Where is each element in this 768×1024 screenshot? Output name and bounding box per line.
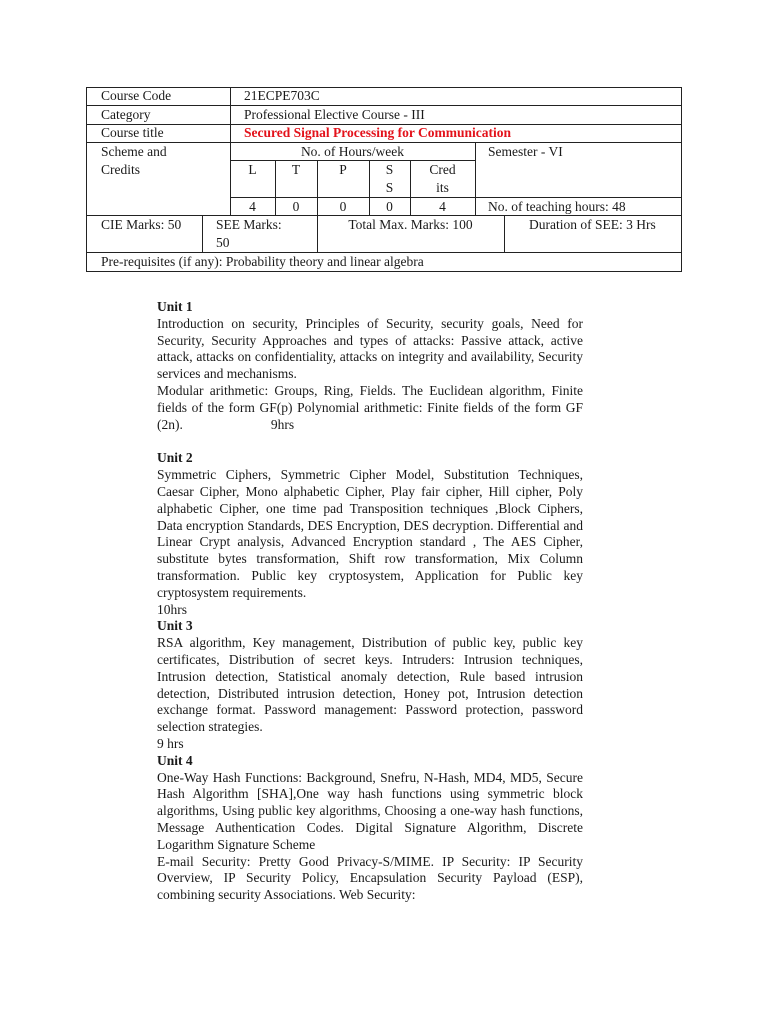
table-rule <box>86 87 87 272</box>
unit-1-title: Unit 1 <box>157 299 193 314</box>
table-rule <box>202 215 203 252</box>
semester: Semester - VI <box>488 144 563 159</box>
unit-3-hours: 9 hrs <box>157 735 184 751</box>
col-p: P <box>339 162 347 177</box>
unit-1-modular <box>157 383 583 433</box>
val-ss: 0 <box>386 199 393 214</box>
unit-1-hours: 9hrs <box>270 416 295 432</box>
table-rule <box>86 87 682 88</box>
unit-2-hours: 10hrs <box>157 601 187 617</box>
unit-2-title: Unit 2 <box>157 450 193 466</box>
unit-2-content: Symmetric Ciphers, Symmetric Cipher Model, Substitution Techniques, Caesar Cipher, Mono alphabetic Cipher, Play fair cipher, Hill cipher, Poly alphabetic Cipher, one time pad Transposition techniques ,Block Ciphers, Data encryption Standards, DES Encryption, DES decryption. Differential and Linear Crypt analysis, Advanced Encryption standard , The AES Cipher, substitute bytes transformation, Shift row transformation, Mix Column transformation. Public key cryptosystem, Application for Public key cryptosystem requirements. <box>157 467 583 600</box>
hours-header: No. of Hours/week <box>300 144 405 159</box>
val-l: 4 <box>249 199 256 214</box>
col-t: T <box>291 162 301 177</box>
unit-4-email: E-mail Security: Pretty Good Privacy-S/MIME. IP Security: IP Security Overview, IP Security Policy, Encapsulation Security Payload (ESP), combining security Associations. Web Security: <box>157 853 583 903</box>
table-rule <box>86 271 682 272</box>
total-marks: Total Max. Marks: 100 <box>348 217 473 232</box>
teaching-hours: No. of teaching hours: 48 <box>488 199 626 214</box>
duration-see: Duration of SEE: 3 Hrs <box>529 217 656 232</box>
see-marks-value: 50 <box>216 235 230 250</box>
val-credits: 4 <box>439 199 446 214</box>
unit-3-content: RSA algorithm, Key management, Distribution of public key, public key certificates, Distribution of secret keys. Intruders: Intrusion techniques, Intrusion detection, Statistical anomaly detection, Rule based intrusion detection, Distributed intrusion detection, Honey pot, Intrusion detection exchange format. Password management: Password protection, password selection strategies. <box>157 635 583 735</box>
col-credits-second: its <box>436 180 449 195</box>
scheme-label: Scheme and <box>101 144 167 159</box>
see-marks-label: SEE Marks: <box>216 217 282 232</box>
credits-label: Credits <box>101 162 140 177</box>
unit-1-intro: Introduction on security, Principles of Security, security goals, Need for Security, Security Approaches and types of attacks: Passive attack, active attack, attacks on confidentiality, attacks on integrity and availability, Security services and mechanisms. <box>157 315 583 382</box>
table-rule <box>681 87 682 272</box>
course-code-value: 21ECPE703C <box>244 88 320 103</box>
course-title-label: Course title <box>101 125 164 140</box>
unit-1-modular-text: Modular arithmetic: Groups, Ring, Fields. The Euclidean algorithm, Finite fields of the form GF(p) Polynomial arithmetic: Finite fields of the form GF (2n). <box>157 382 583 432</box>
col-s-second: S <box>385 180 394 195</box>
category-label: Category <box>101 107 151 122</box>
table-rule <box>475 142 476 215</box>
unit-4-hash: One-Way Hash Functions: Background, Snefru, N-Hash, MD4, MD5, Secure Hash Algorithm [SHA],One way hash functions using symmetric block algorithms, Using public key algorithms, Choosing a one-way hash functions, Message Authentication Codes. Digital Signature Algorithm, Discrete Logarithm Signature Scheme <box>157 769 583 852</box>
table-rule <box>504 215 505 252</box>
val-t: 0 <box>292 199 300 214</box>
syllabus-body <box>157 299 583 904</box>
course-title-value: Secured Signal Processing for Communication <box>244 125 512 140</box>
cie-marks: CIE Marks: 50 <box>101 217 182 232</box>
val-p: 0 <box>339 199 347 214</box>
col-credits: Cred <box>429 162 456 177</box>
col-s: S <box>385 162 394 177</box>
col-l: L <box>248 162 257 177</box>
prerequisites: Pre-requisites (if any): Probability theory and linear algebra <box>101 254 424 269</box>
course-code-label: Course Code <box>101 88 172 103</box>
unit-3-title: Unit 3 <box>157 618 193 634</box>
category-value: Professional Elective Course - III <box>244 107 425 122</box>
unit-4-title: Unit 4 <box>157 752 193 768</box>
